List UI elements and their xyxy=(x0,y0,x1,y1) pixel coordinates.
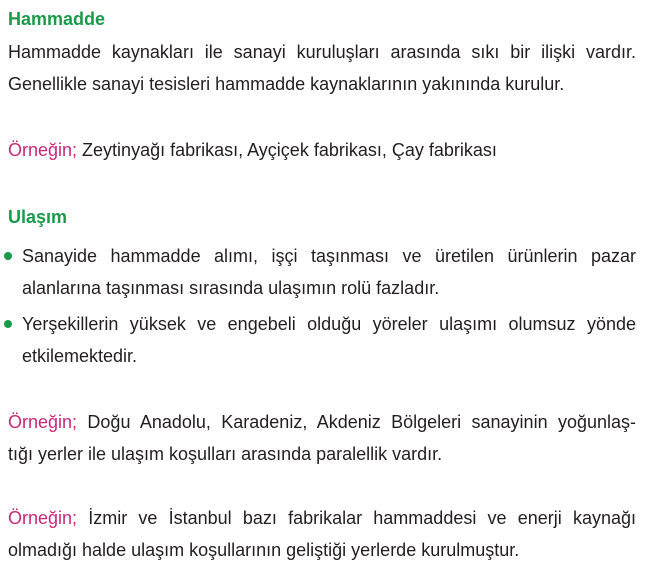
bullet-line-2: alanlarına taşınması sırasında ulaşımın rolü fazladır. xyxy=(22,278,440,298)
example-text: Zeytinyağı fabrikası, Ayçiçek fabrikası, Çay fabrikası xyxy=(77,140,497,160)
example-line-2: tığı yerler ile ulaşım koşulları arasında paralellik vardır. xyxy=(8,444,443,464)
example-label: Örneğin; xyxy=(8,412,78,432)
hammadde-line-2: Genellikle sanayi tesisleri hammadde kaynaklarının yakınında kurulur. xyxy=(8,74,565,94)
example-text: İzmir ve İstanbul bazı fabrikalar hammaddesi ve enerji kaynağı xyxy=(77,508,636,528)
section-heading-ulasim: Ulaşım xyxy=(8,207,68,227)
example-line-1 xyxy=(8,502,636,534)
bullet-dot-icon xyxy=(4,320,12,328)
bullet-line-1: Yerşekillerin yüksek ve engebeli olduğu yöreler ulaşımı olumsuz yönde xyxy=(22,314,636,334)
example-label: Örneğin; xyxy=(8,508,78,528)
section-heading-hammadde: Hammadde xyxy=(8,9,106,29)
bullet-text xyxy=(22,240,636,304)
bullet-item xyxy=(4,240,636,304)
example-line-2: olmadığı halde ulaşım koşullarının geliştiği yerlerde kurulmuştur. xyxy=(8,540,520,560)
bullet-text xyxy=(22,308,636,372)
bullet-item xyxy=(4,308,636,372)
ulasim-example-2 xyxy=(8,502,636,566)
hammadde-line-1: Hammadde kaynakları ile sanayi kuruluşları arasında sıkı bir ilişki vardır. xyxy=(8,42,636,62)
ulasim-example-1 xyxy=(8,406,636,470)
hammadde-example xyxy=(8,134,636,166)
bullet-line-2: etkilemektedir. xyxy=(22,346,138,366)
example-text: Doğu Anadolu, Karadeniz, Akdeniz Bölgeleri sanayinin yoğunlaş- xyxy=(77,412,636,432)
example-label: Örneğin; xyxy=(8,140,78,160)
hammadde-example-line xyxy=(8,134,636,166)
hammadde-paragraph xyxy=(8,36,636,100)
bullet-line-1: Sanayide hammadde alımı, işçi taşınması ve üretilen ürünlerin pazar xyxy=(22,246,636,266)
example-line-1 xyxy=(8,406,636,438)
bullet-dot-icon xyxy=(4,252,12,260)
